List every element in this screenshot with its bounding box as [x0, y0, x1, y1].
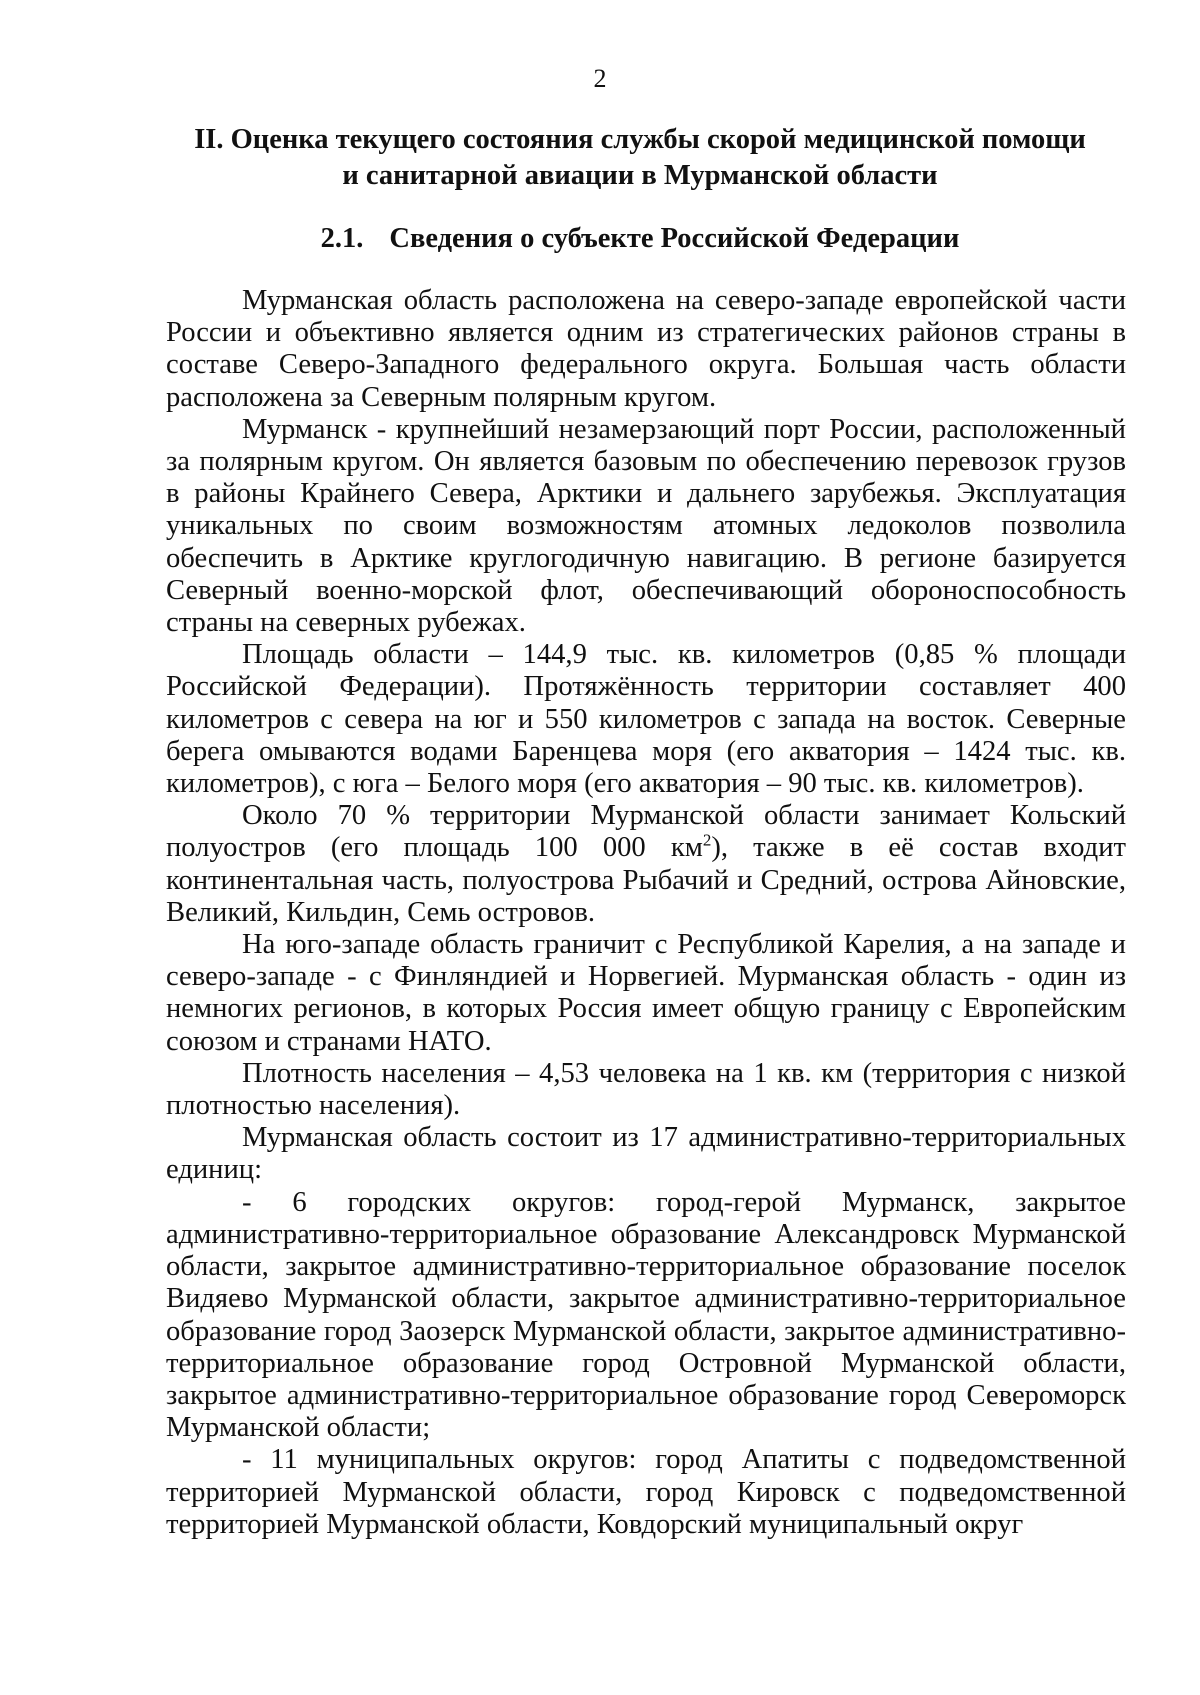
title-line-2: и санитарной авиации в Мурманской области [342, 160, 938, 191]
paragraph-city-districts: - 6 городских округов: город-герой Мурманск, закрытое административно-территориальное образование Александровск Мурманской области, закрытое административно-территориальное образование поселок Видяево Мурманской области, закрытое административно-территориальное образование город Заозерск Мурманской области, закрытое административно-территориальное образование город Островной Мурманской области, закрытое административно-территориальное образование город Североморск Мурманской области; [166, 1186, 1126, 1444]
paragraph-kola-peninsula [166, 800, 1126, 929]
paragraph-kola-text-2: ), также в её состав входит континентальная часть, полуострова Рыбачий и Средний, острова Айновские, Великий, Кильдин, Семь островов. [166, 832, 1126, 928]
section-heading [150, 221, 1130, 257]
document-title [150, 122, 1130, 194]
paragraph-murmansk-port: Мурманск - крупнейший незамерзающий порт России, расположенный за полярным кругом. Он является базовым по обеспечению перевозок грузов в районы Крайнего Севера, Арктики и дальнего зарубежья. Эксплуатация уникальных по своим возможностям атомных ледоколов позволила обеспечить в Арктике круглогодичную навигацию. В регионе базируется Северный военно-морской флот, обеспечивающий обороноспособность страны на северных рубежах. [166, 413, 1126, 639]
paragraph-area: Площадь области – 144,9 тыс. кв. километров (0,85 % площади Российской Федерации). Протяжённость территории составляет 400 километров с севера на юг и 550 километров с запада на восток. Северные берега омываются водами Баренцева моря (его акватория – 1424 тыс. кв. километров), с юга – Белого моря (его акватория – 90 тыс. кв. километров). [166, 639, 1126, 800]
section-number: 2.1. [320, 223, 364, 254]
page-number: 2 [593, 64, 607, 93]
section-title: Сведения о субъекте Российской Федерации [389, 223, 960, 254]
document-body [166, 285, 1126, 1541]
paragraph-admin-units: Мурманская область состоит из 17 административно-территориальных единиц: [166, 1122, 1126, 1186]
paragraph-location: Мурманская область расположена на северо-западе европейской части России и объективно является одним из стратегических районов страны в составе Северо-Западного федерального округа. Большая часть области расположена за Северным полярным кругом. [166, 285, 1126, 413]
paragraph-population-density: Плотность населения – 4,53 человека на 1 кв. км (территория с низкой плотностью населения). [166, 1057, 1126, 1122]
title-line-1: II. Оценка текущего состояния службы скорой медицинской помощи [194, 124, 1086, 155]
paragraph-kola-text-1: Около 70 % территории Мурманской области занимает Кольский полуостров (его площадь 100 000 км [166, 800, 1126, 864]
paragraph-municipal-districts: - 11 муниципальных округов: город Апатиты с подведомственной территорией Мурманской области, город Кировск с подведомственной территорией Мурманской области, Ковдорский муниципальный округ [166, 1444, 1126, 1540]
paragraph-borders: На юго-западе область граничит с Республикой Карелия, а на западе и северо-западе - с Финляндией и Норвегией. Мурманская область - один из немногих регионов, в которых Россия имеет общую границу с Европейским союзом и странами НАТО. [166, 929, 1126, 1057]
superscript-2: 2 [702, 830, 712, 850]
